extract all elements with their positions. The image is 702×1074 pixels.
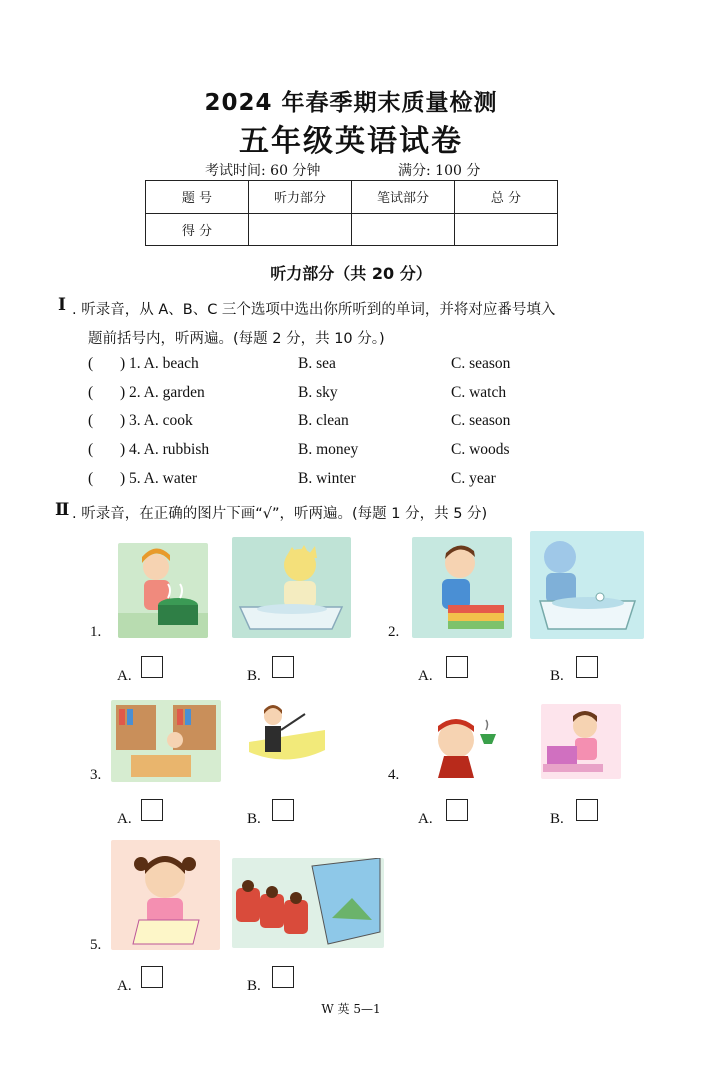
option-b: B. sky [298,384,338,401]
answer-paren[interactable]: ( [88,441,94,458]
answer-paren[interactable]: ( [88,470,94,487]
checkbox-2b[interactable] [576,656,598,678]
score-table [145,180,558,246]
choice-label: A. [418,668,433,684]
section1-numeral: Ⅰ [58,295,66,315]
item-number: 4. [388,767,400,783]
checkbox-4b[interactable] [576,799,598,821]
picture-1b-boy-washing [232,537,351,638]
picture-3a-boy-reading-library [111,700,221,782]
option-a: ) 4. A. rubbish [120,441,210,458]
exam-title-line1: 2024 年春季期末质量检测 [204,90,498,116]
choice-label: A. [117,668,132,684]
exam-time: 考试时间: 60 分钟 [205,163,321,179]
choice-label: B. [247,668,261,684]
checkbox-3a[interactable] [141,799,163,821]
option-b: B. sea [298,355,336,372]
checkbox-3b[interactable] [272,799,294,821]
score-table-score-row [146,213,558,246]
answer-paren[interactable]: ( [88,412,94,429]
option-a: ) 2. A. garden [120,384,205,401]
item-number: 1. [90,624,102,640]
checkbox-5b[interactable] [272,966,294,988]
listening-section-title: 听力部分（共 20 分） [270,264,432,283]
section1-instruction-line1: . 听录音，从 A、B、C 三个选项中选出你所听到的单词，并将对应番号填入 [72,302,556,318]
option-a: ) 5. A. water [120,470,198,487]
option-b: B. clean [298,412,349,429]
page-footer: W 英 5—1 [321,1002,381,1016]
picture-2a-boy-folding [412,537,512,638]
picture-3b-teacher-pointing [247,700,327,770]
choice-label: A. [117,978,132,994]
score-cell-listening[interactable] [249,213,352,246]
choice-label: B. [550,668,564,684]
option-c: C. watch [451,384,507,401]
item-number: 2. [388,624,400,640]
section2-numeral: Ⅱ [55,500,70,520]
item-number: 5. [90,937,102,953]
score-cell-written[interactable] [352,213,455,246]
checkbox-4a[interactable] [446,799,468,821]
section1-instruction-line2: 题前括号内，听两遍。(每题 2 分，共 10 分。) [88,331,385,347]
option-c: C. season [451,355,511,372]
score-table-cell: 得 分 [146,213,249,246]
picture-5a-girl-drawing [111,840,220,950]
choice-label: B. [247,811,261,827]
option-c: C. woods [451,441,510,458]
choice-label: B. [550,811,564,827]
score-table-cell: 听力部分 [249,181,352,214]
checkbox-1a[interactable] [141,656,163,678]
checkbox-5a[interactable] [141,966,163,988]
checkbox-1b[interactable] [272,656,294,678]
picture-4a-man-drinking-tea [424,712,504,778]
section2-instruction: . 听录音，在正确的图片下画“√”，听两遍。(每题 1 分，共 5 分) [72,506,488,522]
item-number: 3. [90,767,102,783]
picture-1a-girl-cooking [118,543,208,638]
option-c: C. year [451,470,496,487]
answer-paren[interactable]: ( [88,355,94,372]
score-table-header-row [146,181,558,214]
full-score: 满分: 100 分 [398,163,481,179]
choice-label: A. [117,811,132,827]
picture-2b-boy-at-sink [530,531,644,639]
score-table-cell: 笔试部分 [352,181,455,214]
option-b: B. winter [298,470,356,487]
checkbox-2a[interactable] [446,656,468,678]
picture-4b-girl-computer [541,704,621,779]
option-c: C. season [451,412,511,429]
choice-label: B. [247,978,261,994]
choice-label: A. [418,811,433,827]
option-b: B. money [298,441,359,458]
option-a: ) 3. A. cook [120,412,193,429]
exam-title-line2: 五年级英语试卷 [239,124,463,159]
picture-5b-cinema-audience [232,858,384,948]
score-cell-total[interactable] [455,213,558,246]
score-table-cell: 题 号 [146,181,249,214]
option-a: ) 1. A. beach [120,355,199,372]
score-table-cell: 总 分 [455,181,558,214]
answer-paren[interactable]: ( [88,384,94,401]
